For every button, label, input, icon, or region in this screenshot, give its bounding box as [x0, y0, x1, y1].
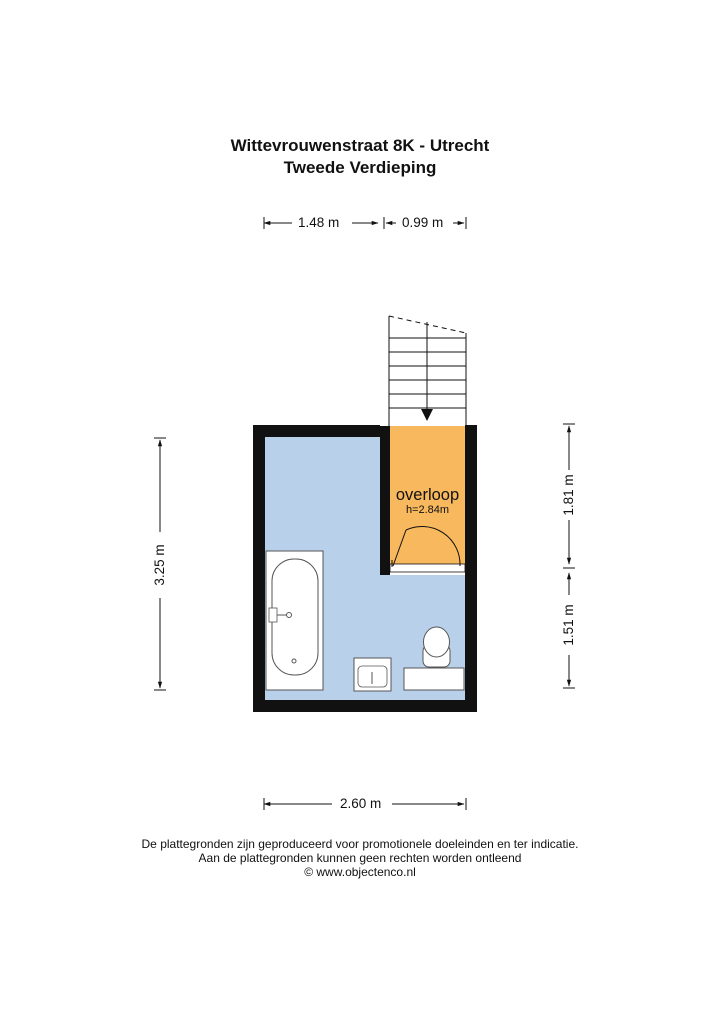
- room-label-landing: overloop: [395, 486, 460, 504]
- dimension-label-top-right: 0.99 m: [402, 215, 444, 230]
- washbasin: [354, 658, 391, 691]
- copyright-link: © www.objectenco.nl: [304, 865, 416, 879]
- dimension-label-bottom: 2.60 m: [340, 796, 382, 811]
- disclaimer-line-2: Aan de plattegronden kunnen geen rechten worden ontleend: [198, 851, 522, 865]
- dimension-label-left: 3.25 m: [152, 544, 167, 586]
- door-opening: [390, 564, 465, 572]
- dimension-label-right-lower: 1.51 m: [561, 604, 576, 646]
- room-height-landing: h=2.84m: [405, 504, 450, 516]
- plan-title: Wittevrouwenstraat 8K - Utrecht: [230, 136, 490, 155]
- floor-title: Tweede Verdieping: [283, 158, 437, 177]
- dimension-line-right: [563, 424, 575, 688]
- stair-direction-arrow: [421, 409, 433, 421]
- dimension-label-top-left: 1.48 m: [298, 215, 340, 230]
- dimension-label-right-upper: 1.81 m: [561, 474, 576, 516]
- disclaimer-line-1: De plattegronden zijn geproduceerd voor promotionele doeleinden en ter indicatie.: [141, 837, 579, 851]
- bathtub: [266, 551, 323, 690]
